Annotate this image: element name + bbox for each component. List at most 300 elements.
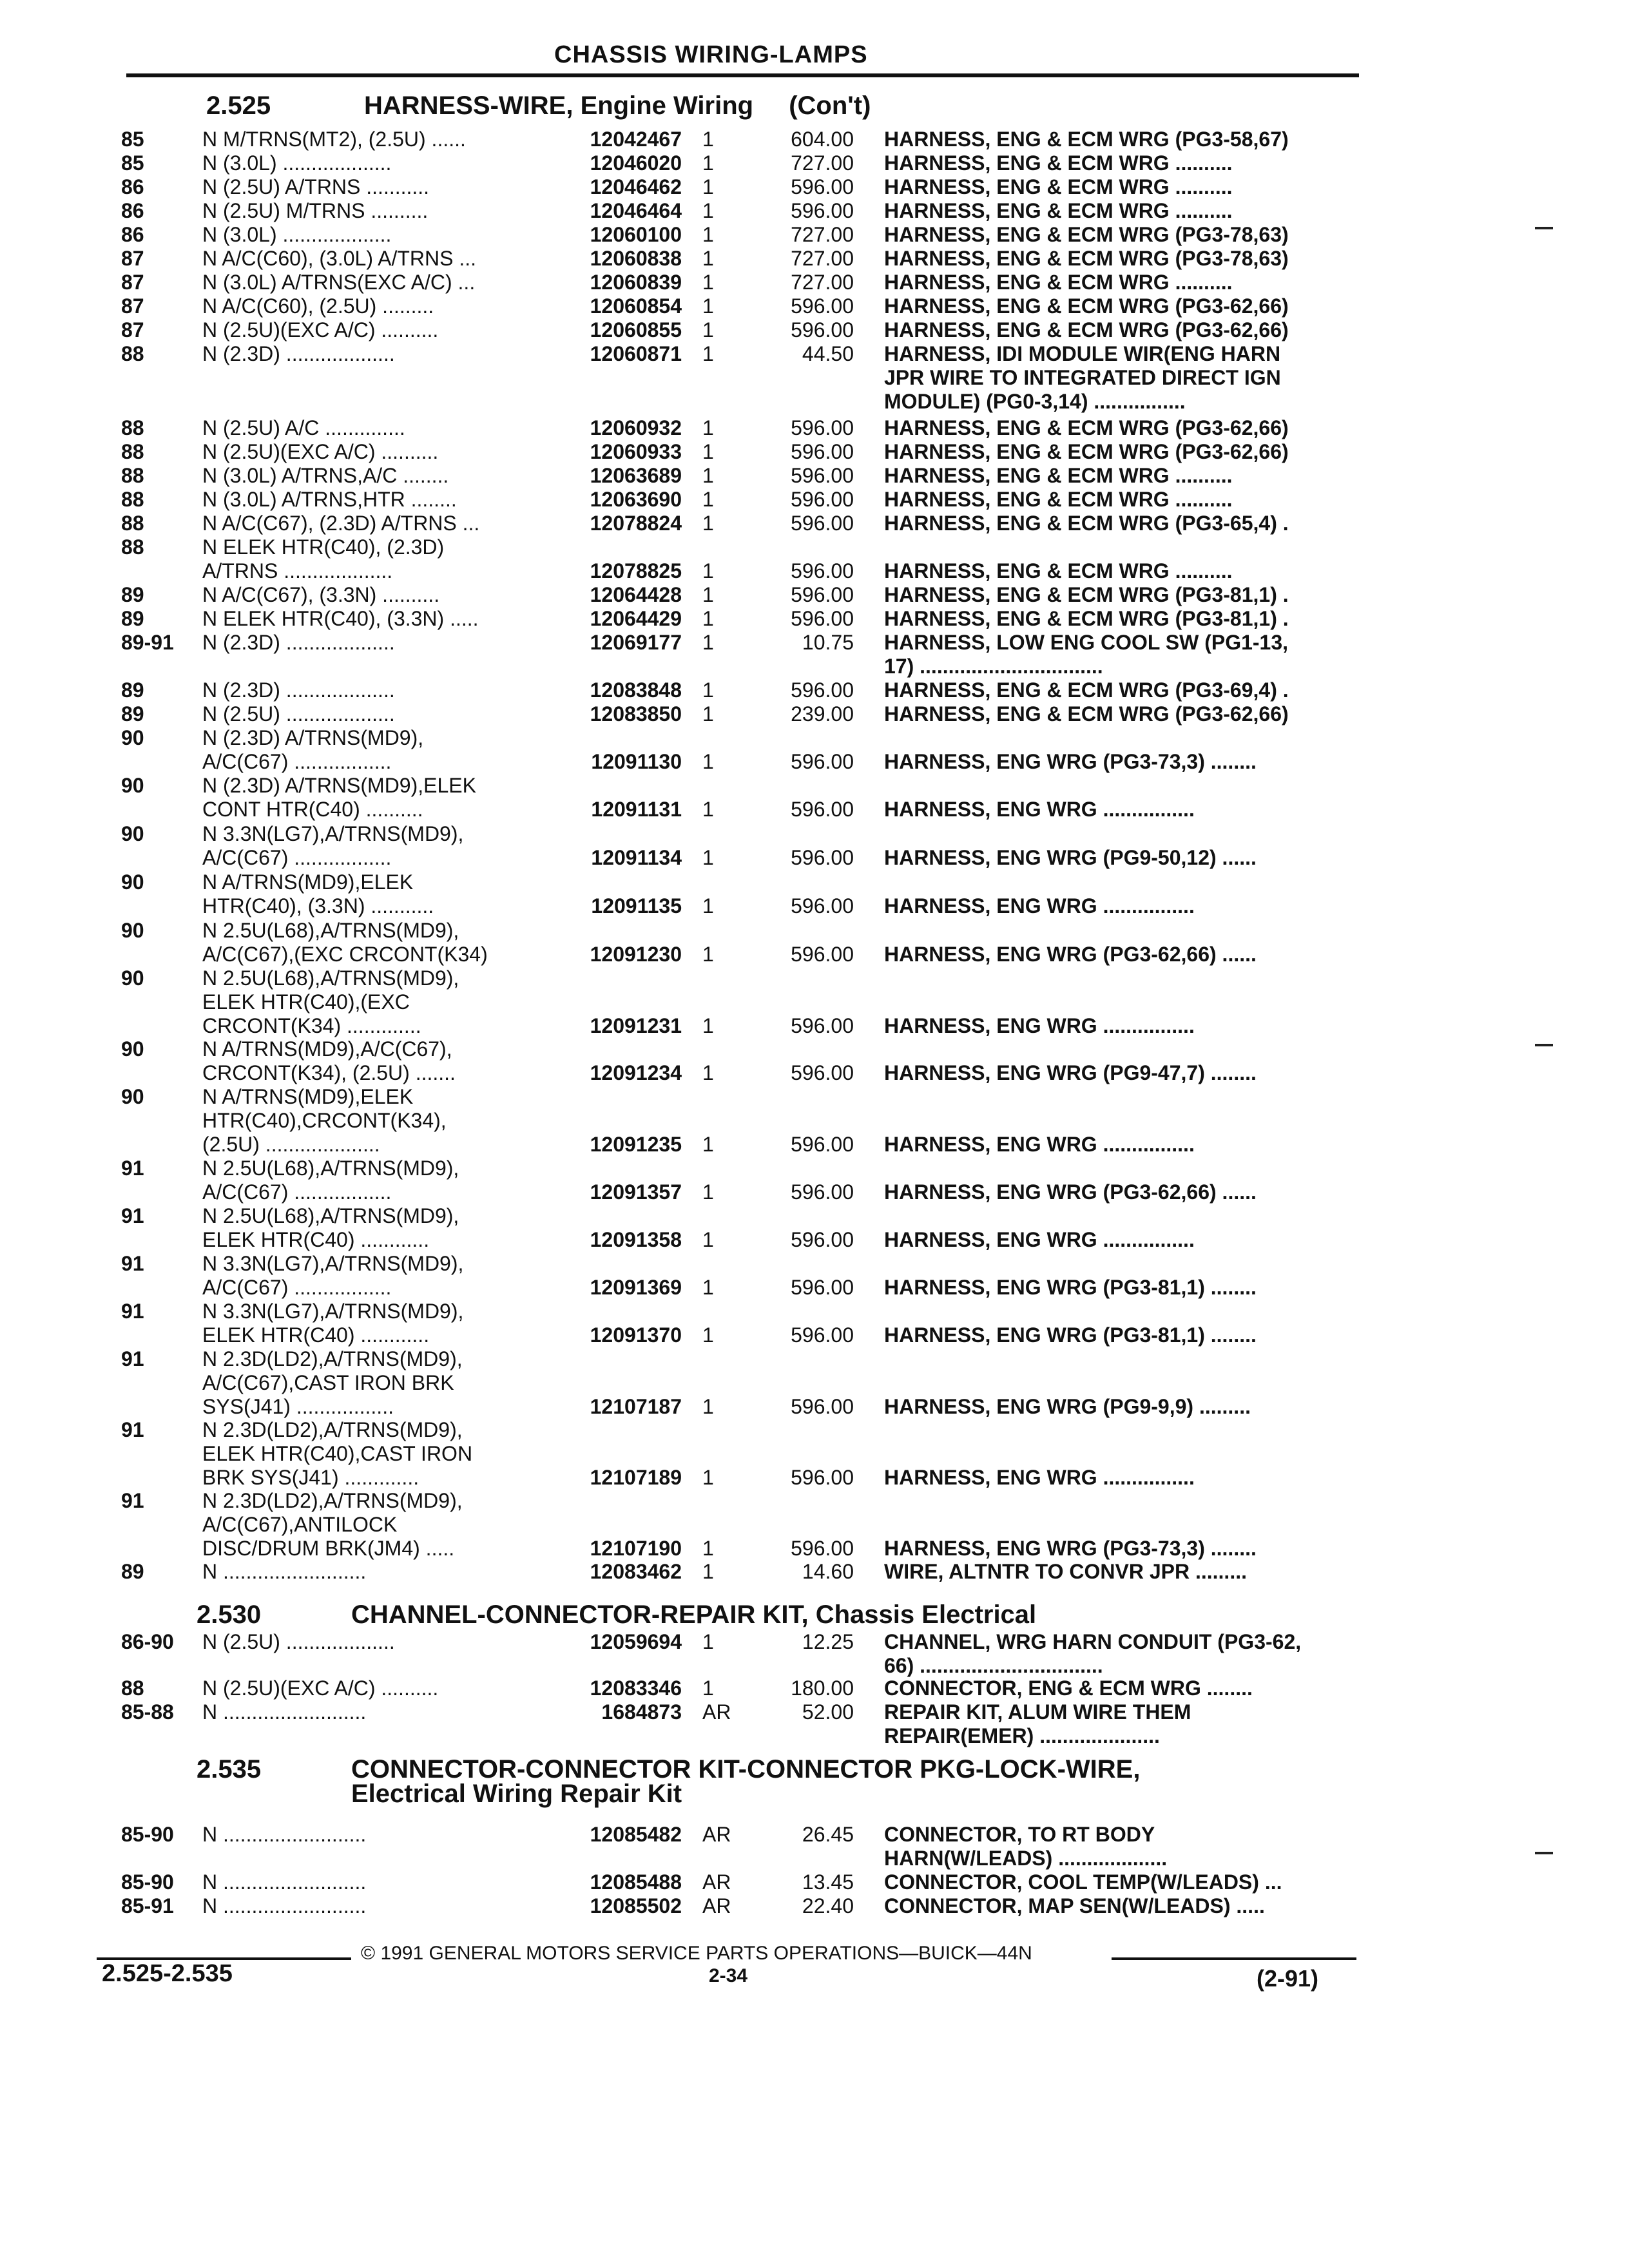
part-name-line [884,1347,1348,1371]
part-name-line [884,966,1348,990]
price: 596.00 [791,512,854,535]
part-number: 12107187 [590,1395,682,1418]
model-years: 90 [121,966,144,990]
model-years: 87 [121,318,144,341]
part-number: 12091370 [590,1323,682,1347]
usage-line: (2.5U) .................... [202,1133,380,1156]
part-number: 12046464 [590,199,682,222]
margin-mark [1535,227,1553,229]
usage-line: N 2.5U(L68),A/TRNS(MD9), [202,919,459,942]
margin-mark [1535,1852,1553,1854]
usage-line: CRCONT(K34), (2.5U) ....... [202,1061,456,1084]
part-name [884,199,1348,223]
part-name-line: HARNESS, ENG & ECM WRG (PG3-62,66) [884,416,1289,439]
price: 604.00 [791,128,854,151]
usage-description [202,464,550,488]
section-heading-2525 [0,91,1629,124]
quantity: 1 [702,223,714,246]
part-number: 12063689 [590,464,682,487]
price: 52.00 [802,1700,854,1724]
price: 596.00 [791,1276,854,1299]
footer-page-number: 2-34 [709,1965,748,1986]
usage-line: N (3.0L) A/TRNS,A/C ........ [202,464,449,487]
quantity: 1 [702,607,714,630]
usage-description [202,440,550,464]
usage-line: ELEK HTR(C40) ............ [202,1228,430,1251]
usage-line: N 2.5U(L68),A/TRNS(MD9), [202,966,459,990]
usage-description [202,583,550,607]
usage-description [202,966,550,1038]
usage-description [202,342,550,366]
usage-description [202,1630,550,1654]
part-number: 12069177 [590,631,682,654]
usage-line: N M/TRNS(MT2), (2.5U) ...... [202,128,466,151]
part-name-line: HARNESS, ENG & ECM WRG .......... [884,175,1233,198]
part-number: 12042467 [590,128,682,151]
usage-line: N (2.3D) ................... [202,631,395,654]
part-name-line: HARNESS, ENG WRG (PG9-9,9) ......... [884,1395,1251,1418]
part-number: 12091134 [591,846,682,869]
part-name [884,1204,1348,1252]
usage-description [202,774,550,822]
usage-line: N (3.0L) ................... [202,151,392,175]
model-years: 89 [121,583,144,606]
footer-date-code: (2-91) [1257,1965,1319,1992]
model-years: 90 [121,726,144,749]
model-years: 91 [121,1489,144,1512]
part-number: 12085502 [590,1894,682,1917]
price: 10.75 [802,631,854,654]
usage-line: N 2.3D(LD2),A/TRNS(MD9), [202,1418,463,1441]
part-name-line: HARNESS, ENG & ECM WRG .......... [884,151,1233,175]
quantity: 1 [702,678,714,702]
part-name-line: HARNESS, ENG & ECM WRG (PG3-81,1) . [884,607,1289,630]
section-heading-2530 [0,1600,1629,1633]
usage-line: N 2.3D(LD2),A/TRNS(MD9), [202,1347,463,1370]
usage-line: N (2.5U)(EXC A/C) .......... [202,318,439,341]
price: 22.40 [802,1894,854,1917]
usage-line: N (2.5U) A/C .............. [202,416,405,439]
part-number: 12091230 [590,943,682,966]
usage-line: ELEK HTR(C40),CAST IRON [202,1442,473,1465]
usage-description [202,1489,550,1561]
quantity: 1 [702,318,714,341]
usage-line: N A/C(C60), (2.5U) ......... [202,294,434,318]
part-name-line [884,870,1348,894]
usage-line: N (2.3D) ................... [202,678,395,702]
usage-line: DISC/DRUM BRK(JM4) ..... [202,1537,455,1560]
quantity: 1 [702,631,714,654]
price: 12.25 [802,1630,854,1653]
part-name-line: HARNESS, ENG & ECM WRG .......... [884,488,1233,511]
usage-description [202,1300,550,1347]
footer-rule-right [1112,1957,1356,1960]
part-name [884,1085,1348,1157]
part-name-line: HARNESS, IDI MODULE WIR(ENG HARN [884,342,1281,365]
model-years: 89 [121,1560,144,1583]
part-name-line [884,1513,1348,1537]
usage-line: N ......................... [202,1870,367,1894]
model-years: 88 [121,488,144,511]
price: 596.00 [791,1061,854,1084]
usage-description [202,1037,550,1085]
part-name-line: HARNESS, ENG WRG ................ [884,1228,1195,1251]
part-name [884,607,1348,631]
usage-description [202,1677,550,1700]
model-years: 91 [121,1157,144,1180]
model-years: 88 [121,464,144,487]
part-name-line: HARNESS, ENG & ECM WRG (PG3-69,4) . [884,678,1289,702]
part-number: 12083848 [590,678,682,702]
price: 14.60 [802,1560,854,1583]
part-name [884,512,1348,535]
part-name-line: CONNECTOR, ENG & ECM WRG ........ [884,1677,1253,1700]
usage-description [202,822,550,870]
quantity: 1 [702,1537,714,1560]
part-name-line: HARNESS, ENG WRG ................ [884,894,1195,918]
price: 727.00 [791,223,854,246]
usage-line: N ......................... [202,1560,367,1583]
usage-line: A/C(C67) ................. [202,846,392,869]
price: 596.00 [791,559,854,582]
quantity: 1 [702,128,714,151]
usage-description [202,294,550,318]
quantity: 1 [702,464,714,487]
part-name-line [884,1252,1348,1276]
quantity: AR [702,1823,731,1846]
quantity: AR [702,1894,731,1917]
part-name-line: 66) ................................ [884,1654,1103,1677]
model-years: 90 [121,870,144,894]
usage-description [202,1204,550,1252]
part-name-line: HARNESS, ENG WRG ................ [884,1133,1195,1156]
part-name-line: HARNESS, LOW ENG COOL SW (PG1-13, [884,631,1289,654]
part-name [884,678,1348,702]
usage-line: A/TRNS ................... [202,559,393,582]
part-number: 12078824 [590,512,682,535]
part-name-line [884,1300,1348,1323]
part-name [884,1489,1348,1561]
part-name-line: HARNESS, ENG & ECM WRG (PG3-62,66) [884,294,1289,318]
model-years: 90 [121,822,144,845]
part-name [884,1560,1348,1584]
part-number: 12064428 [590,583,682,606]
model-years: 86 [121,175,144,198]
part-name [884,1347,1348,1419]
usage-line: A/C(C67) ................. [202,1276,392,1299]
usage-line: A/C(C67),(EXC CRCONT(K34) [202,943,488,966]
part-number: 12091235 [590,1133,682,1156]
part-name-line [884,1418,1348,1442]
part-name [884,223,1348,247]
price: 596.00 [791,750,854,773]
price: 596.00 [791,798,854,821]
usage-description [202,416,550,440]
model-years: 85-90 [121,1870,174,1894]
model-years: 91 [121,1300,144,1323]
part-name-line: CHANNEL, WRG HARN CONDUIT (PG3-62, [884,1630,1302,1653]
part-number: 12078825 [590,559,682,582]
price: 180.00 [791,1677,854,1700]
part-name-line: HARNESS, ENG WRG (PG3-62,66) ...... [884,1180,1257,1204]
part-number: 12046462 [590,175,682,198]
quantity: 1 [702,1061,714,1084]
part-name-line: HARNESS, ENG & ECM WRG (PG3-78,63) [884,223,1289,246]
price: 596.00 [791,318,854,341]
part-name-line: HARNESS, ENG WRG (PG9-50,12) ...... [884,846,1257,869]
usage-description [202,1894,550,1918]
part-number: 12046020 [590,151,682,175]
part-number: 12091369 [590,1276,682,1299]
quantity: 1 [702,1560,714,1583]
model-years: 89 [121,607,144,630]
price: 596.00 [791,1323,854,1347]
part-name [884,822,1348,870]
usage-line: N 2.3D(LD2),A/TRNS(MD9), [202,1489,463,1512]
section-number: 2.535 [197,1755,262,1783]
part-name-line [884,726,1348,750]
part-name [884,175,1348,199]
part-name-line [884,774,1348,798]
part-name-line [884,1085,1348,1109]
usage-line: SYS(J41) ................. [202,1395,394,1418]
usage-description [202,512,550,535]
price: 596.00 [791,1395,854,1418]
model-years: 91 [121,1418,144,1441]
price: 44.50 [802,342,854,365]
model-years: 85-90 [121,1823,174,1846]
usage-description [202,199,550,223]
model-years: 90 [121,919,144,942]
part-name [884,128,1348,151]
quantity: 1 [702,1323,714,1347]
quantity: 1 [702,798,714,821]
part-name [884,583,1348,607]
price: 239.00 [791,702,854,726]
part-name [884,1677,1348,1700]
margin-mark [1535,1044,1553,1046]
price: 26.45 [802,1823,854,1846]
usage-description [202,1157,550,1204]
usage-line: BRK SYS(J41) ............. [202,1466,419,1489]
model-years: 91 [121,1204,144,1227]
usage-description [202,535,550,583]
usage-description [202,678,550,702]
price: 596.00 [791,583,854,606]
part-number: 12085482 [590,1823,682,1846]
usage-description [202,870,550,918]
usage-line: ELEK HTR(C40),(EXC [202,990,410,1014]
part-name-line: JPR WIRE TO INTEGRATED DIRECT IGN [884,366,1281,389]
quantity: 1 [702,440,714,463]
quantity: 1 [702,1677,714,1700]
usage-line: N (3.0L) A/TRNS,HTR ........ [202,488,457,511]
part-name-line: CONNECTOR, TO RT BODY [884,1823,1155,1846]
usage-line: N (2.5U)(EXC A/C) .......... [202,1677,439,1700]
section-title: CHANNEL-CONNECTOR-REPAIR KIT, Chassis Electrical [351,1600,1037,1629]
quantity: AR [702,1870,731,1894]
usage-line: N A/TRNS(MD9),ELEK [202,870,414,894]
model-years: 85 [121,151,144,175]
model-years: 90 [121,1037,144,1061]
usage-line: N A/TRNS(MD9),A/C(C67), [202,1037,452,1061]
usage-description [202,1252,550,1300]
part-name-line [884,1442,1348,1466]
part-name-line: HARNESS, ENG WRG (PG3-81,1) ........ [884,1323,1257,1347]
part-name-line [884,990,1348,1014]
part-name-line: REPAIR(EMER) ..................... [884,1724,1160,1747]
model-years: 88 [121,512,144,535]
part-name-line [884,1037,1348,1061]
usage-line: N (2.3D) A/TRNS(MD9),ELEK [202,774,476,797]
part-name-line [884,1157,1348,1180]
model-years: 87 [121,247,144,270]
part-name [884,702,1348,726]
usage-line: N 3.3N(LG7),A/TRNS(MD9), [202,822,464,845]
part-name [884,151,1348,175]
part-number: 12060854 [590,294,682,318]
part-name [884,294,1348,318]
part-name-line: HARNESS, ENG WRG (PG3-73,3) ........ [884,750,1257,773]
part-name-line: HARNESS, ENG & ECM WRG .......... [884,199,1233,222]
quantity: 1 [702,702,714,726]
quantity: 1 [702,1630,714,1653]
quantity: 1 [702,1228,714,1251]
part-name-line: HARNESS, ENG & ECM WRG .......... [884,559,1233,582]
usage-line: N ELEK HTR(C40), (2.3D) [202,535,445,559]
part-name [884,1157,1348,1204]
usage-line: CONT HTR(C40) .......... [202,798,423,821]
model-years: 87 [121,294,144,318]
part-number: 12091234 [590,1061,682,1084]
usage-description [202,128,550,151]
quantity: 1 [702,1395,714,1418]
part-name-line: HARNESS, ENG WRG ................ [884,798,1195,821]
model-years: 88 [121,440,144,463]
price: 596.00 [791,1537,854,1560]
part-number: 12060871 [590,342,682,365]
price: 596.00 [791,1180,854,1204]
part-name-line: HARN(W/LEADS) ................... [884,1847,1168,1870]
quantity: 1 [702,1014,714,1037]
usage-line: A/C(C67) ................. [202,1180,392,1204]
price: 596.00 [791,294,854,318]
quantity: 1 [702,559,714,582]
part-name [884,919,1348,966]
part-name-line [884,1489,1348,1513]
quantity: 1 [702,247,714,270]
part-number: 12060932 [590,416,682,439]
price: 596.00 [791,488,854,511]
usage-description [202,318,550,342]
part-name [884,774,1348,822]
usage-description [202,1870,550,1894]
part-name [884,1418,1348,1490]
part-name [884,966,1348,1038]
price: 727.00 [791,271,854,294]
footer-copyright: © 1991 GENERAL MOTORS SERVICE PARTS OPERATIONS—BUICK—44N [361,1943,1032,1964]
usage-description [202,488,550,512]
part-name-line: REPAIR KIT, ALUM WIRE THEM [884,1700,1191,1724]
usage-line: N 2.5U(L68),A/TRNS(MD9), [202,1204,459,1227]
quantity: 1 [702,512,714,535]
part-number: 12060100 [590,223,682,246]
part-name [884,1870,1348,1894]
part-name [884,726,1348,774]
page-header-title: CHASSIS WIRING-LAMPS [554,41,868,68]
model-years: 85-91 [121,1894,174,1917]
price: 596.00 [791,464,854,487]
model-years: 86 [121,199,144,222]
part-name [884,342,1348,414]
usage-line: CRCONT(K34) ............. [202,1014,421,1037]
part-number: 12091130 [591,750,682,773]
usage-line: N (3.0L) ................... [202,223,392,246]
part-name [884,1894,1348,1918]
part-name [884,488,1348,512]
part-number: 12059694 [590,1630,682,1653]
part-name-line [884,1109,1348,1133]
usage-line: ELEK HTR(C40) ............ [202,1323,430,1347]
part-number: 12091231 [590,1014,682,1037]
usage-description [202,1823,550,1847]
usage-line: N A/C(C60), (3.0L) A/TRNS ... [202,247,476,270]
price: 596.00 [791,1466,854,1489]
part-number: 12060933 [590,440,682,463]
part-name-line: HARNESS, ENG WRG (PG3-62,66) ...... [884,943,1257,966]
quantity: 1 [702,1466,714,1489]
part-name-line: HARNESS, ENG & ECM WRG (PG3-78,63) [884,247,1289,270]
usage-line: N (2.5U) M/TRNS .......... [202,199,429,222]
usage-line: N (2.3D) ................... [202,342,395,365]
part-number: 12083462 [590,1560,682,1583]
part-name-line: HARNESS, ENG & ECM WRG (PG3-65,4) . [884,512,1289,535]
usage-line: N (2.5U)(EXC A/C) .......... [202,440,439,463]
model-years: 90 [121,774,144,797]
usage-description [202,1700,550,1724]
part-name-line: HARNESS, ENG WRG (PG3-81,1) ........ [884,1276,1257,1299]
model-years: 89 [121,702,144,726]
price: 596.00 [791,1133,854,1156]
price: 596.00 [791,678,854,702]
part-number: 12060839 [590,271,682,294]
usage-line: HTR(C40), (3.3N) ........... [202,894,434,918]
price: 596.00 [791,1014,854,1037]
usage-description [202,726,550,774]
usage-description [202,175,550,199]
part-number: 12107189 [590,1466,682,1489]
part-name-line: 17) ................................ [884,655,1103,678]
part-name-line: HARNESS, ENG & ECM WRG (PG3-62,66) [884,318,1289,341]
part-name-line: HARNESS, ENG & ECM WRG .......... [884,464,1233,487]
part-number: 1684873 [601,1700,682,1724]
section-title-text: HARNESS-WIRE, Engine Wiring [364,91,754,120]
usage-line: N (2.3D) A/TRNS(MD9), [202,726,424,749]
model-years: 88 [121,1677,144,1700]
part-name-line: HARNESS, ENG & ECM WRG (PG3-58,67) [884,128,1289,151]
price: 596.00 [791,894,854,918]
quantity: 1 [702,416,714,439]
part-name [884,271,1348,294]
part-name-line: MODULE) (PG0-3,14) ................ [884,390,1186,413]
quantity: 1 [702,488,714,511]
model-years: 86 [121,223,144,246]
price: 596.00 [791,943,854,966]
model-years: 90 [121,1085,144,1108]
header-rule [126,73,1359,77]
quantity: 1 [702,199,714,222]
usage-description [202,271,550,294]
